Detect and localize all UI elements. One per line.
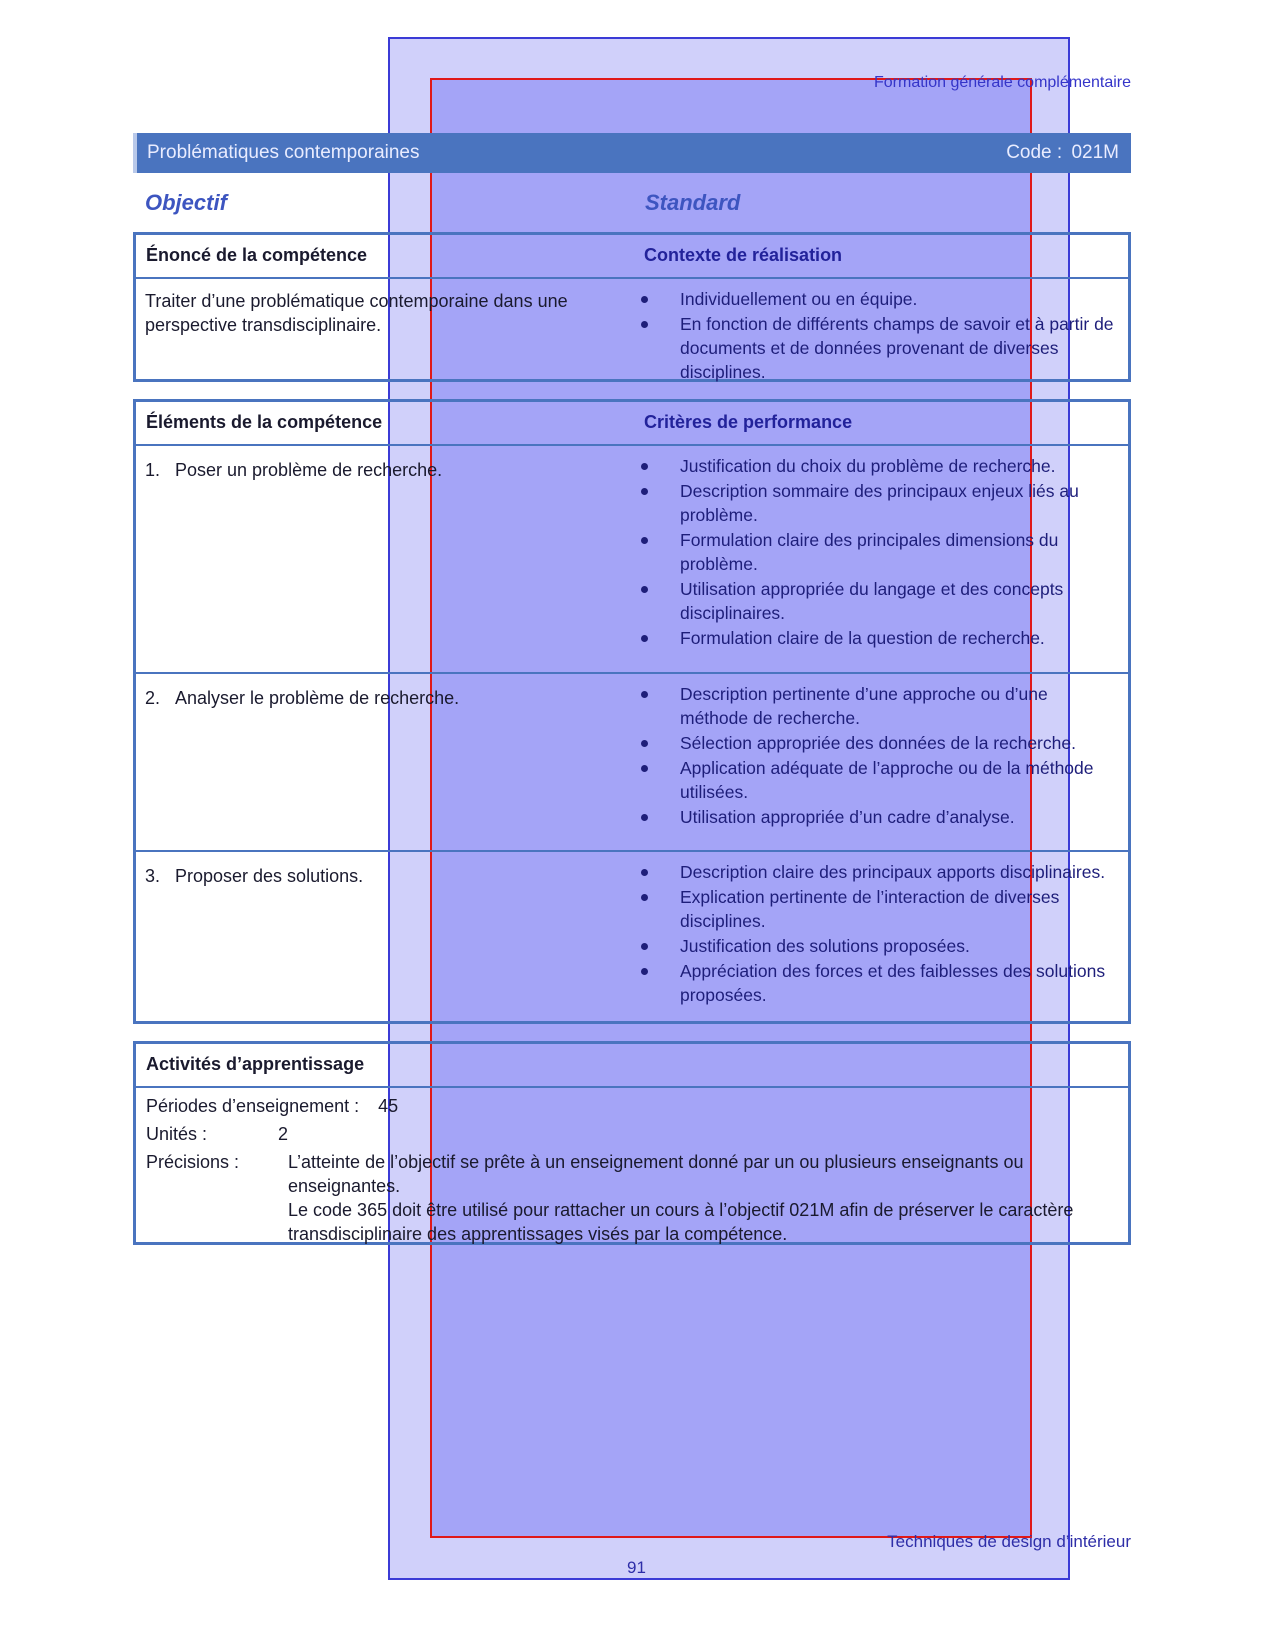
criterion-item: Formulation claire de la question de recherche. [636,626,1116,650]
criterion-item: Description sommaire des principaux enjeux liés au problème. [636,479,1116,527]
criterion-item: Utilisation appropriée du langage et des concepts disciplinaires. [636,577,1116,625]
code-label: Code : [1006,142,1063,163]
context-list [636,287,1116,385]
competence-statement: Traiter d’une problématique contemporaine dans une perspective transdisciplinaire. [145,291,568,335]
criterion-item: Formulation claire des principales dimensions du problème. [636,528,1116,576]
criteria-heading: Critères de performance [644,412,853,432]
periods-value: 45 [378,1096,399,1116]
code-value: 021M [1071,142,1119,163]
criterion-item: Description pertinente d’une approche ou d’une méthode de recherche. [636,682,1116,730]
precisions-line [146,1150,1126,1246]
objective-label: Objectif [145,190,227,215]
page-number: 91 [627,1558,646,1577]
standard-label: Standard [645,190,741,215]
precision-paragraph: Le code 365 doit être utilisé pour rattacher un cours à l’objectif 021M afin de préserver le caractère transdisciplinaire des apprentissages visés par la compétence. [288,1200,1074,1244]
element-row-1 [136,446,1128,674]
criterion-item: Justification des solutions proposées. [636,934,1116,958]
criterion-item: Sélection appropriée des données de la recherche. [636,731,1116,755]
criterion-item: Justification du choix du problème de recherche. [636,454,1116,478]
element-label: Proposer des solutions. [175,866,364,886]
elements-header [136,402,1128,446]
competence-box [133,232,1131,382]
periods-line [146,1094,398,1118]
course-code [1002,142,1119,164]
element-label: Poser un problème de recherche. [175,460,443,480]
title-bar [133,133,1131,173]
elements-heading: Éléments de la compétence [146,412,383,432]
criterion-item: Utilisation appropriée d’un cadre d’analyse. [636,805,1116,829]
criterion-item: Appréciation des forces et des faiblesses des solutions proposées. [636,959,1116,1007]
element-label: Analyser le problème de recherche. [175,688,460,708]
precision-paragraph: L’atteinte de l’objectif se prête à un enseignement donné par un ou plusieurs enseignants ou enseignantes. [288,1152,1024,1196]
elements-box [133,399,1131,1024]
element-text [145,864,605,888]
element-number: 3. [145,866,161,886]
activities-box [133,1041,1131,1245]
competence-heading: Énoncé de la compétence [146,245,368,265]
element-row-3 [136,852,1128,1023]
criterion-item: Application adéquate de l’approche ou de la méthode utilisées. [636,756,1116,804]
element-text [145,458,605,482]
precisions-label: Précisions : [146,1152,240,1172]
activities-heading: Activités d’apprentissage [146,1054,365,1074]
element-number: 1. [145,460,161,480]
units-label: Unités : [146,1124,208,1144]
activities-body [136,1088,1128,1244]
element-number: 2. [145,688,161,708]
criteria-list [636,860,1116,1008]
criteria-list [636,682,1116,830]
course-title: Problématiques contemporaines [147,142,420,163]
criteria-list [636,454,1116,651]
periods-label: Périodes d’enseignement : [146,1096,360,1116]
precisions-text [288,1150,1118,1246]
running-footer: Techniques de design d’intérieur [887,1532,1131,1551]
objective-standard-row [145,190,1125,220]
context-item: Individuellement ou en équipe. [636,287,1116,311]
units-line [146,1122,288,1146]
units-value: 2 [278,1124,289,1144]
element-text [145,686,605,710]
criterion-item: Explication pertinente de l’interaction de diverses disciplines. [636,885,1116,933]
competence-header [136,235,1128,279]
context-item: En fonction de différents champs de savoir et à partir de documents et de données provenant de diverses disciplines. [636,312,1116,384]
activities-header [136,1044,1128,1088]
criterion-item: Description claire des principaux apports disciplinaires. [636,860,1116,884]
element-row-2 [136,674,1128,852]
context-heading: Contexte de réalisation [644,245,843,265]
running-header: Formation générale complémentaire [873,74,1131,91]
competence-row [136,279,1128,382]
